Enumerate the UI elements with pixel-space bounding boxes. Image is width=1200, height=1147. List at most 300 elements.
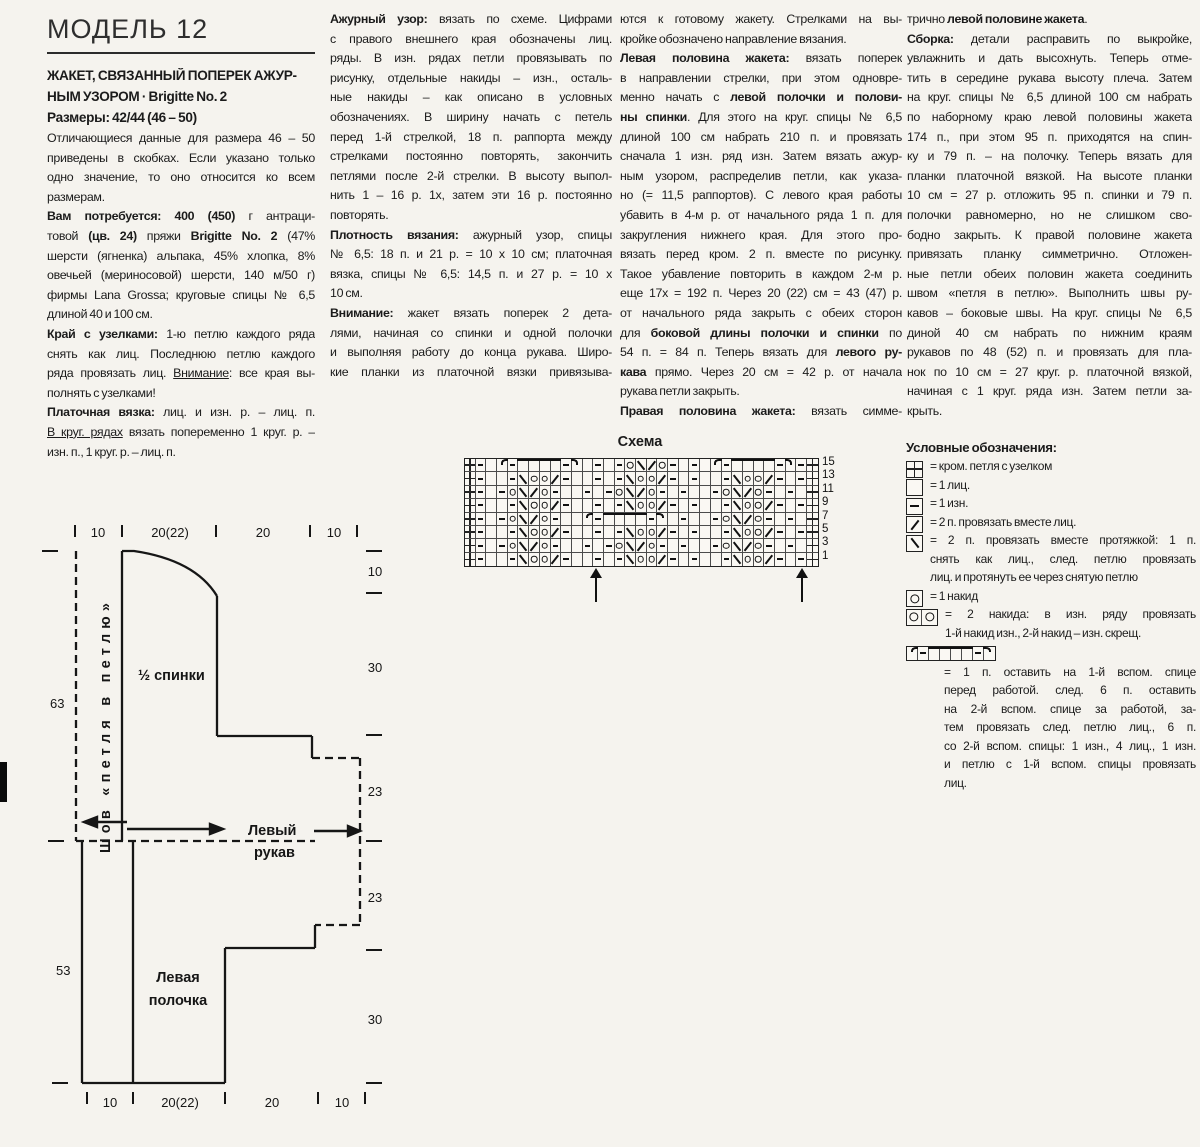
legend-item — [906, 607, 1196, 644]
legend-symbol-icon — [906, 646, 996, 661]
chart-cell — [497, 486, 508, 498]
legend-symbol-icon — [906, 516, 923, 533]
text-line: ку и 79 п. – на полочку. Теперь вязать для — [907, 149, 1192, 164]
legend-text — [930, 533, 1196, 589]
chart-row-number: 1 — [822, 549, 829, 562]
chart-cell — [647, 459, 658, 471]
chart-cell — [615, 459, 626, 471]
legend-line: на 2-й вспом. спице за работой, за- — [944, 701, 1196, 716]
text-line: убавить в 4-м р. от начального ряда 1 п. для — [620, 207, 902, 222]
chart-cell — [732, 486, 743, 498]
chart-cell — [615, 499, 626, 511]
legend-line: = 2 накида: в изн. ряду провязать — [945, 607, 1196, 621]
text-line: ряда провязать лиц. Внимание: все края вы- — [47, 366, 315, 381]
chart-cell — [732, 539, 743, 551]
chart-cell — [486, 459, 497, 471]
chart-cell — [604, 553, 615, 566]
chart-cell — [907, 499, 922, 514]
legend-item — [906, 589, 1196, 608]
text-line: ные петли обеих половин жакета соединить — [907, 266, 1192, 281]
chart-cell — [668, 486, 679, 498]
chart-row-number: 3 — [822, 536, 829, 549]
chart-cell — [593, 459, 604, 471]
chart-cell — [764, 513, 775, 525]
chart-cell — [497, 472, 508, 484]
pattern-schematic — [30, 518, 410, 1143]
chart-row — [907, 517, 922, 532]
chart-row — [907, 536, 922, 551]
text-line: рукава петли закрыть. — [620, 384, 740, 399]
chart-cell — [476, 499, 487, 511]
chart-cell — [732, 513, 743, 525]
text-line: товой (цв. 24) пряжи Brigitte No. 2 (47% — [47, 228, 315, 243]
chart-cell — [486, 472, 497, 484]
chart-cell — [743, 499, 754, 511]
text-line: фирмы Lana Grossa; круговые спицы № 6,5 — [47, 287, 315, 302]
chart-cell — [907, 610, 922, 625]
chart-row — [465, 526, 818, 539]
text-line: овечьей (мериносовой) шерсти, 140 м/50 г) — [47, 268, 315, 283]
chart-cell — [647, 486, 658, 498]
chart-cell — [561, 553, 572, 566]
chart-cell — [572, 539, 583, 551]
chart-cell — [689, 513, 700, 525]
chart-cell — [764, 539, 775, 551]
text-line: 10 см = 27 р. отложить 95 п. спинки и 79 п. — [907, 188, 1192, 203]
chart-cell — [647, 539, 658, 551]
chart-cell — [775, 526, 786, 538]
chart-cell — [497, 513, 508, 525]
chart-cell — [657, 539, 668, 551]
measure-top-4: 10 — [326, 525, 342, 540]
text-line: перед 1-й стрелкой, 18 п. раппорта между — [330, 129, 612, 144]
chart-cell — [689, 459, 700, 471]
measure-right-23b: 23 — [367, 890, 383, 905]
chart-cell — [743, 539, 754, 551]
chart-cell — [907, 536, 922, 551]
chart-cell — [647, 553, 658, 566]
legend-line: снять как лиц., след. петлю провязать — [930, 551, 1196, 566]
chart-cell — [700, 539, 711, 551]
chart-cell — [907, 517, 922, 532]
chart-cell — [807, 553, 818, 566]
chart-cell — [647, 499, 658, 511]
legend-line: = 1 лиц. — [930, 477, 970, 492]
chart-cell — [668, 499, 679, 511]
text-line: трично левой половине жакета. — [907, 12, 1088, 26]
text-line: рисунку, отдельные накиды – изн., осталь- — [330, 70, 612, 85]
chart-cell — [775, 553, 786, 566]
chart-cell — [657, 499, 668, 511]
chart-cell — [668, 459, 679, 471]
chart-cell — [551, 472, 562, 484]
chart-cell — [679, 486, 690, 498]
chart-cell — [497, 539, 508, 551]
chart-cell — [583, 459, 594, 471]
chart-cell — [551, 486, 562, 498]
chart-cell — [732, 472, 743, 484]
chart-cell — [465, 499, 476, 511]
chart-cell — [807, 513, 818, 525]
chart-cell — [786, 526, 797, 538]
measure-right-30a: 30 — [367, 660, 383, 675]
text-line: на круг. спицы № 6,5 длиной 100 см набрать — [907, 90, 1192, 105]
chart-cell — [540, 526, 551, 538]
text-line: бодно закрыть. К правой половине жакета — [907, 227, 1192, 242]
chart-cell — [796, 486, 807, 498]
chart-cell — [561, 513, 572, 525]
chart-cell — [551, 539, 562, 551]
back-top-curve — [122, 551, 217, 596]
chart-cell — [668, 513, 679, 525]
text-line: крыть. — [907, 403, 942, 418]
chart-cell — [529, 472, 540, 484]
label-front-2: полочка — [148, 993, 208, 1009]
chart-cell — [465, 539, 476, 551]
chart-cell — [476, 539, 487, 551]
chart-cell — [625, 526, 636, 538]
chart-cell — [508, 472, 519, 484]
chart-cell — [486, 526, 497, 538]
legend-symbol-icon — [906, 535, 923, 552]
text-line: для боковой длины полочки и спинки по — [620, 325, 902, 340]
chart-cell — [711, 459, 722, 471]
text-line: длиной 100 см набрать 210 п. и провязать — [620, 129, 902, 144]
text-line: но (= 11,5 раппортов). С левого края работы — [620, 188, 902, 203]
text-line: В круг. рядах вязать попеременно 1 круг. р. – — [47, 424, 315, 439]
chart-cell — [796, 539, 807, 551]
chart-cell — [722, 526, 733, 538]
chart-cell — [711, 499, 722, 511]
chart-cell — [711, 486, 722, 498]
chart-cell — [722, 513, 733, 525]
measure-top-1: 10 — [90, 525, 106, 540]
chart-cell — [593, 499, 604, 511]
chart-cell — [476, 486, 487, 498]
legend-item — [906, 459, 1196, 478]
text-line: ны спинки. Для этого на круг. спицы № 6,5 — [620, 109, 902, 124]
legend-line: лиц. и протянуть ее через снятую петлю — [930, 570, 1138, 584]
chart-cell — [700, 472, 711, 484]
measure-bottom-2: 20(22) — [161, 1095, 199, 1110]
text-line: размерам. — [47, 189, 105, 204]
chart-cell — [764, 553, 775, 566]
text-line: Край с узелками: 1-ю петлю каждого ряда — [47, 326, 315, 341]
chart-cell — [593, 526, 604, 538]
chart-cell — [615, 486, 626, 498]
chart-cell — [764, 486, 775, 498]
chart-cell — [775, 539, 786, 551]
chart-cell — [689, 499, 700, 511]
chart-title: Схема — [617, 434, 663, 450]
measure-bottom-1: 10 — [102, 1095, 118, 1110]
repeat-start-arrow-icon — [590, 568, 602, 602]
chart-cell — [583, 472, 594, 484]
chart-cell — [593, 553, 604, 566]
chart-cell — [711, 553, 722, 566]
text-line: Ажурный узор: вязать по схеме. Цифрами — [330, 12, 612, 26]
chart-cell — [518, 539, 529, 551]
chart-cell — [625, 486, 636, 498]
chart-cell — [796, 459, 807, 471]
legend-item — [906, 478, 1196, 497]
legend-items — [906, 459, 1196, 794]
chart-cell — [593, 539, 604, 551]
chart-cell — [551, 513, 562, 525]
text-line: Внимание: жакет вязать поперек 2 дета- — [330, 305, 612, 320]
legend-item — [906, 496, 1196, 515]
text-line: кава прямо. Через 20 см = 42 р. от начала — [620, 364, 902, 379]
chart-cell — [465, 486, 476, 498]
chart-cell — [647, 526, 658, 538]
legend-text — [930, 459, 1196, 478]
text-line: ным узором, распределив петли, как указа- — [620, 168, 902, 183]
chart-cell — [786, 513, 797, 525]
legend-line: лиц. — [944, 775, 967, 790]
chart-cell — [476, 553, 487, 566]
text-line: шерсти (ягненка) альпака, 45% хлопка, 8% — [47, 248, 315, 263]
chart-cell — [636, 539, 647, 551]
chart-cell — [679, 499, 690, 511]
chart-cell — [497, 526, 508, 538]
chart-cell — [700, 486, 711, 498]
text-line: тить в середине рукава высоту плеча. Затем — [907, 70, 1192, 85]
chart-cell — [907, 647, 918, 660]
text-line: Левая половина жакета: вязать поперек — [620, 51, 902, 66]
chart-cell — [689, 553, 700, 566]
text-line: начиная с 1 круг. ряда изн. Затем петли за- — [907, 384, 1192, 399]
chart-cell — [476, 526, 487, 538]
chart-cell — [657, 553, 668, 566]
chart-cell — [583, 539, 594, 551]
chart-cell — [486, 486, 497, 498]
chart-row-number: 13 — [822, 469, 835, 482]
chart-row — [465, 553, 818, 566]
text-line: кройке обозначено направление вязания. — [620, 31, 847, 46]
chart-cell — [764, 526, 775, 538]
chart-cell — [625, 472, 636, 484]
legend-title: Условные обозначения: — [906, 440, 1057, 455]
text-line: нок по 10 см = 27 круг. р. платочной вязкой, — [907, 364, 1192, 379]
measure-right-23a: 23 — [367, 784, 383, 799]
text-line: еще 17х = 192 п. Через 20 (22) см = 43 (47) р. — [620, 286, 902, 301]
chart-cell — [476, 472, 487, 484]
chart-row-number: 11 — [822, 482, 834, 495]
text-line: Отличающиеся данные для размера 46 – 50 — [47, 131, 315, 145]
legend-symbol-icon — [906, 609, 938, 626]
chart-cell — [764, 472, 775, 484]
chart-cell — [743, 526, 754, 538]
label-back: ½ спинки — [138, 668, 205, 684]
chart-cell — [508, 513, 519, 525]
text-line: № 6,5: 18 п. и 21 р. = 10 х 10 см; платочная — [330, 247, 612, 262]
chart-cell — [529, 499, 540, 511]
legend-text — [944, 665, 1196, 795]
text-line: 54 п. = 84 п. Теперь вязать для левого ру- — [620, 345, 902, 360]
text-line: увлажнить и дать высохнуть. Теперь отме- — [907, 51, 1192, 66]
text-line: кавов – боковые швы. На круг. спицы № 6,5 — [907, 305, 1192, 320]
chart-row — [907, 610, 937, 625]
text-line: ные накиды – как описано в условных — [330, 90, 612, 105]
chart-cell — [732, 553, 743, 566]
legend-item — [906, 644, 1196, 794]
chart-cell — [540, 486, 551, 498]
text-line: Размеры: 42/44 (46 – 50) — [47, 110, 197, 125]
chart-cell — [625, 553, 636, 566]
legend-item — [906, 515, 1196, 534]
text-column-2 — [330, 12, 612, 384]
chart-cell — [764, 459, 775, 471]
chart-cell — [786, 553, 797, 566]
legend-line: перед работой. след. 6 п. оставить — [944, 683, 1196, 697]
chart-cell — [625, 459, 636, 471]
legend-text — [930, 589, 1196, 608]
label-sleeve-2: рукав — [254, 845, 295, 861]
chart-cell — [636, 553, 647, 566]
chart-cell — [593, 472, 604, 484]
text-line: рукавов по 48 (52) п. и провязать для пла- — [907, 345, 1192, 360]
chart-cell — [679, 472, 690, 484]
chart-cell — [807, 486, 818, 498]
chart-cell — [636, 526, 647, 538]
measure-left-63: 63 — [50, 696, 65, 711]
chart-cell — [764, 499, 775, 511]
text-line: вязка, спицы № 6,5: 14,5 п. и 27 р. = 10 х — [330, 266, 612, 281]
text-line: обозначениях. В ширину начать с петель — [330, 109, 612, 124]
title-block — [47, 14, 315, 54]
legend-line: со 2-й вспом. спицы: 1 изн., 4 лиц., 1 изн. — [944, 738, 1196, 753]
text-line: Такое убавление повторить в каждом 2-м р. — [620, 266, 902, 281]
chart-cell — [518, 513, 529, 525]
legend-line: = 2 п. провязать вместе лиц. — [930, 514, 1077, 529]
chart-cell — [907, 591, 922, 606]
legend-text — [930, 478, 1196, 497]
chart-cell — [722, 553, 733, 566]
chart-cell — [679, 553, 690, 566]
chart-cell — [529, 526, 540, 538]
chart-cell — [465, 459, 476, 471]
text-line: приведены в скобках. Если указано только — [47, 150, 315, 165]
chart-cell — [604, 539, 615, 551]
chart-cell — [732, 499, 743, 511]
measure-bottom-4: 10 — [334, 1095, 350, 1110]
repeat-end-arrow-icon — [796, 568, 808, 602]
measure-left-53: 53 — [56, 963, 71, 978]
chart-cell — [786, 486, 797, 498]
chart-cell — [486, 553, 497, 566]
chart-cell — [743, 513, 754, 525]
chart-cell — [465, 553, 476, 566]
chart-row — [465, 539, 818, 552]
legend-text — [945, 607, 1196, 644]
chart-cell — [604, 472, 615, 484]
chart-cell — [754, 539, 765, 551]
chart-row — [465, 486, 818, 499]
chart-cell — [732, 526, 743, 538]
text-column-1 — [47, 68, 315, 464]
chart-cell — [497, 459, 508, 471]
chart-cell — [518, 553, 529, 566]
chart-cell — [722, 472, 733, 484]
legend-line: = 1 изн. — [930, 496, 969, 510]
text-line: 10 см. — [330, 286, 363, 301]
legend-line: и петлю с 1-й вспом. спицы провязать — [944, 757, 1196, 771]
text-line: вязать перед кром. 2 п. вместе по рисунку. — [620, 247, 902, 262]
chart-cell — [689, 539, 700, 551]
text-line: Сборка: детали расправить по выкройке, — [907, 31, 1192, 46]
chart-cell — [807, 539, 818, 551]
text-line: лями, начиная со спинки и одной полочки — [330, 325, 612, 340]
chart-cell — [529, 553, 540, 566]
chart-cell — [572, 472, 583, 484]
chart-cell — [561, 486, 572, 498]
chart-cell — [615, 539, 626, 551]
knitting-chart — [462, 434, 842, 609]
chart-cell — [668, 526, 679, 538]
chart-cell — [743, 472, 754, 484]
chart-row — [465, 513, 818, 526]
chart-cell — [583, 499, 594, 511]
chart-cell — [497, 499, 508, 511]
chart-cell — [486, 499, 497, 511]
chart-cell — [551, 499, 562, 511]
chart-cell — [604, 459, 615, 471]
chart-row-number: 7 — [822, 509, 829, 522]
text-line: швом «петля в петлю». Выполнить швы ру- — [907, 286, 1192, 301]
text-line: повторять. — [330, 207, 389, 222]
page-title: МОДЕЛЬ 12 — [47, 14, 209, 44]
chart-cell — [540, 513, 551, 525]
chart-cell — [754, 499, 765, 511]
chart-row-number: 9 — [822, 496, 829, 509]
chart-cell — [796, 499, 807, 511]
chart-cell — [518, 526, 529, 538]
chart-cell — [796, 553, 807, 566]
chart-cell — [636, 513, 647, 525]
text-column-3 — [620, 12, 902, 423]
chart-row — [465, 472, 818, 485]
chart-cell — [807, 472, 818, 484]
chart-row-numbers — [822, 456, 835, 563]
chart-cell — [508, 526, 519, 538]
chart-cell — [743, 553, 754, 566]
chart-cell — [907, 462, 922, 477]
text-line: НЫМ УЗОРОМ · Brigitte No. 2 — [47, 89, 227, 104]
chart-cell — [657, 472, 668, 484]
chart-cell — [529, 513, 540, 525]
legend-symbol-icon — [906, 498, 923, 515]
text-line: закругления нижнего края. Для этого про- — [620, 227, 902, 242]
text-line: снять как лиц. Последнюю петлю каждого — [47, 346, 315, 361]
chart-cell — [984, 647, 995, 660]
text-line: длиной 40 и 100 см. — [47, 307, 153, 322]
chart-cell — [907, 480, 922, 495]
chart-cell — [497, 553, 508, 566]
chart-cell — [775, 472, 786, 484]
chart-grid — [464, 458, 819, 567]
chart-cell — [754, 553, 765, 566]
chart-cell — [476, 513, 487, 525]
chart-cell — [518, 486, 529, 498]
chart-cell — [922, 610, 937, 625]
chart-cell — [775, 513, 786, 525]
chart-cell — [540, 472, 551, 484]
chart-cell — [786, 459, 797, 471]
chart-cell — [636, 486, 647, 498]
chart-cell — [540, 539, 551, 551]
chart-cell — [754, 513, 765, 525]
chart-cell — [572, 513, 583, 525]
